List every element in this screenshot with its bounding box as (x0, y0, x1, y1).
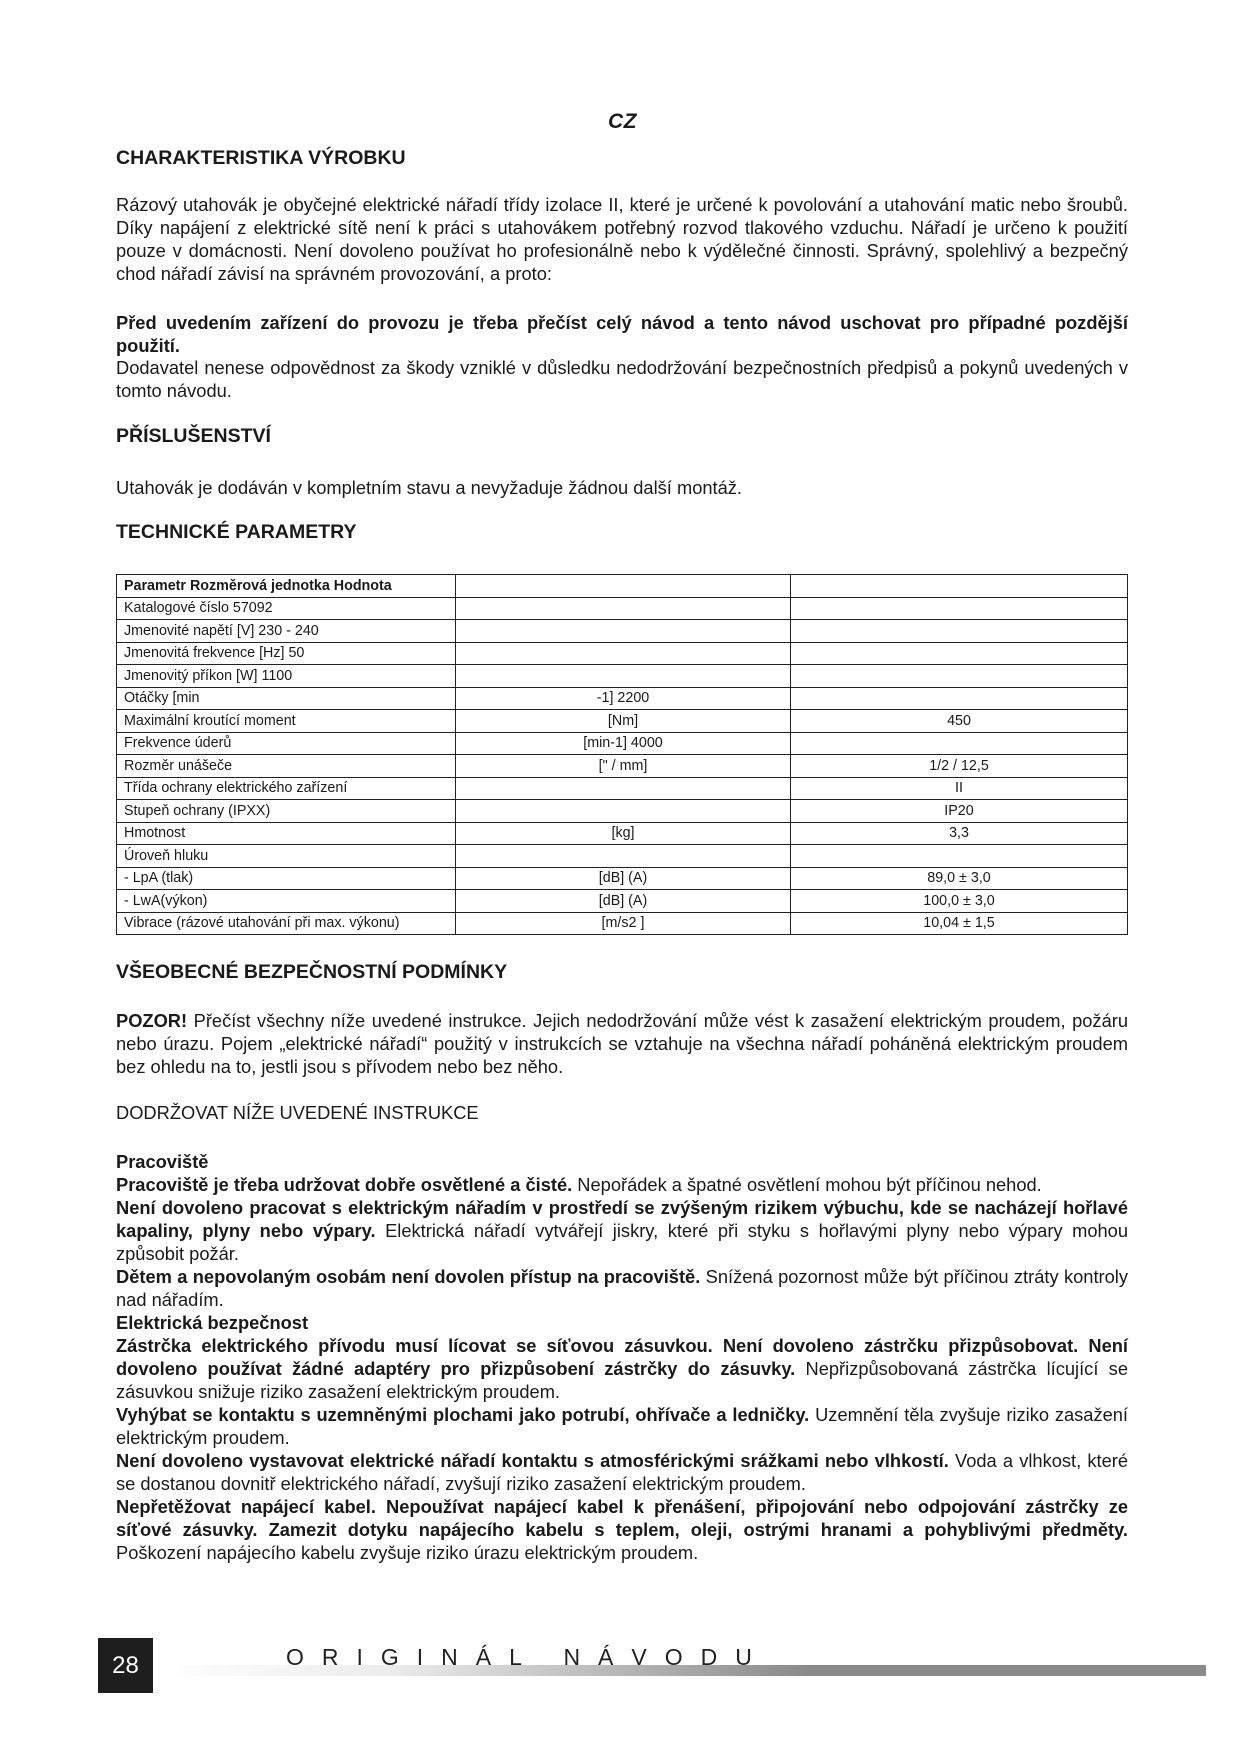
table-cell: 10,04 ± 1,5 (791, 912, 1128, 935)
table-row (117, 732, 1128, 755)
table-cell: [dB] (A) (456, 890, 791, 913)
section-title-accessories: PŘÍSLUŠENSTVÍ (116, 425, 271, 447)
section-title-technical: TECHNICKÉ PARAMETRY (116, 521, 357, 543)
electrical-rule-text: Uzemnění těla zvyšuje riziko zasažení elektrickým proudem. (116, 1404, 1128, 1448)
electrical-rule (116, 1495, 1128, 1564)
table-cell: IP20 (791, 800, 1128, 823)
table-cell (456, 597, 791, 620)
table-row (117, 777, 1128, 800)
workplace-title: Pracoviště (116, 1151, 209, 1172)
table-row (117, 710, 1128, 733)
table-cell (791, 597, 1128, 620)
table-cell (456, 620, 791, 643)
accessories-text-block (116, 476, 1128, 499)
table-row (117, 867, 1128, 890)
liability-paragraph: Dodavatel nenese odpovědnost za škody vzniklé v důsledku nedodržování bezpečnostních předpisů a pokynů uvedených v tomto návodu. (116, 357, 1128, 401)
warning-paragraph (116, 1009, 1128, 1078)
table-cell: [kg] (456, 822, 791, 845)
table-cell (456, 800, 791, 823)
workplace-rule-bold: Pracoviště je třeba udržovat dobře osvětlené a čisté. (116, 1174, 573, 1195)
table-cell: [Nm] (456, 710, 791, 733)
workplace-rule (116, 1265, 1128, 1311)
table-cell (456, 845, 791, 868)
electrical-rule (116, 1449, 1128, 1495)
electrical-rule-bold: Vyhýbat se kontaktu s uzemněnými plochami jako potrubí, ohřívače a ledničky. (116, 1404, 810, 1425)
table-cell: Otáčky [min (117, 687, 456, 710)
table-cell (791, 620, 1128, 643)
follow-instructions-block (116, 1101, 1128, 1124)
table-cell: Rozměr unášeče (117, 755, 456, 778)
table-row (117, 890, 1128, 913)
liability-block (116, 356, 1128, 402)
table-row (117, 912, 1128, 935)
warning-label: POZOR! (116, 1010, 188, 1031)
page-number: 28 (98, 1638, 153, 1693)
workplace-rule (116, 1196, 1128, 1265)
read-manual-bold: Před uvedením zařízení do provozu je třeba přečíst celý návod a tento návod uschovat pro případné pozdější použití. (116, 312, 1128, 356)
table-cell: - LpA (tlak) (117, 867, 456, 890)
table-row (117, 845, 1128, 868)
table-cell: 89,0 ± 3,0 (791, 867, 1128, 890)
product-characteristics (116, 146, 1128, 170)
workplace-rule-text: Elektrická nářadí vytvářejí jiskry, které při styku s hořlavými plyny nebo výpary mohou způsobit požár. (116, 1220, 1128, 1264)
characteristics-text-block (116, 193, 1128, 285)
table-cell: [min-1] 4000 (456, 732, 791, 755)
electrical-rule-text: Poškození napájecího kabelu zvyšuje riziko úrazu elektrickým proudem. (116, 1542, 699, 1563)
section-title-characteristics: CHARAKTERISTIKA VÝROBKU (116, 147, 406, 169)
table-row (117, 822, 1128, 845)
electrical-safety-block (116, 1311, 1128, 1564)
table-cell: [dB] (A) (456, 867, 791, 890)
electrical-rule (116, 1403, 1128, 1449)
table-header-row (117, 575, 1128, 598)
electrical-rule (116, 1334, 1128, 1403)
table-cell: [m/s2 ] (456, 912, 791, 935)
electrical-safety-title: Elektrická bezpečnost (116, 1312, 309, 1333)
electrical-rule-bold: Zástrčka elektrického přívodu musí lícovat se síťovou zásuvkou. Není dovoleno zástrčku přizpůsobovat. Není dovoleno používat žádné adaptéry pro přizpůsobení zástrčky do zásuvky. (116, 1335, 1128, 1379)
follow-instructions: DODRŽOVAT NÍŽE UVEDENÉ INSTRUKCE (116, 1102, 479, 1123)
workplace-rule (116, 1173, 1128, 1196)
read-manual-note (116, 311, 1128, 357)
table-cell: -1] 2200 (456, 687, 791, 710)
table-header-cell: Parametr Rozměrová jednotka Hodnota (117, 575, 456, 598)
table-row (117, 755, 1128, 778)
table-cell (791, 732, 1128, 755)
table-cell (456, 642, 791, 665)
electrical-rule-bold: Není dovoleno vystavovat elektrické nářadí kontaktu s atmosférickými srážkami nebo vlhkostí. (116, 1450, 949, 1471)
table-cell: [" / mm] (456, 755, 791, 778)
table-cell: 1/2 / 12,5 (791, 755, 1128, 778)
table-row (117, 800, 1128, 823)
workplace-rule-bold: Není dovoleno pracovat s elektrickým nářadím v prostředí se zvýšeným rizikem výbuchu, kde se nacházejí hořlavé kapaliny, plyny nebo výpary. (116, 1197, 1128, 1241)
table-cell: Katalogové číslo 57092 (117, 597, 456, 620)
table-cell: Třída ochrany elektrického zařízení (117, 777, 456, 800)
safety-section (116, 960, 1128, 984)
footer-title: ORIGINÁL NÁVODU (286, 1644, 770, 1670)
table-cell (791, 845, 1128, 868)
table-header-cell (456, 575, 791, 598)
language-code: CZ (608, 110, 637, 133)
table-cell: 3,3 (791, 822, 1128, 845)
table-cell: Jmenovité napětí [V] 230 - 240 (117, 620, 456, 643)
table-row (117, 665, 1128, 688)
table-row (117, 642, 1128, 665)
table-cell: Úroveň hluku (117, 845, 456, 868)
table-header-cell (791, 575, 1128, 598)
warning-block (116, 1009, 1128, 1078)
section-title-safety: VŠEOBECNÉ BEZPEČNOSTNÍ PODMÍNKY (116, 961, 508, 983)
table-cell (791, 665, 1128, 688)
workplace-rule-bold: Dětem a nepovolaným osobám není dovolen přístup na pracoviště. (116, 1266, 701, 1287)
table-row (117, 620, 1128, 643)
electrical-rule-text: Nepřizpůsobovaná zástrčka lícující se zásuvkou snižuje riziko zasažení elektrickým proudem. (116, 1358, 1128, 1402)
electrical-rule-text: Voda a vlhkost, které se dostanou dovnitř elektrického nářadí, zvyšují riziko zasažení elektrickým proudem. (116, 1450, 1129, 1494)
table-cell: 450 (791, 710, 1128, 733)
table-row (117, 597, 1128, 620)
technical-parameters-table (116, 574, 1128, 935)
table-cell: Stupeň ochrany (IPXX) (117, 800, 456, 823)
table-cell (791, 642, 1128, 665)
table-cell: Maximální kroutící moment (117, 710, 456, 733)
table-cell: - LwA(výkon) (117, 890, 456, 913)
table-cell: Jmenovitá frekvence [Hz] 50 (117, 642, 456, 665)
technical-parameters-section (116, 520, 1128, 544)
accessories-section (116, 424, 1128, 448)
table-cell: Vibrace (rázové utahování při max. výkonu) (117, 912, 456, 935)
table-cell: Jmenovitý příkon [W] 1100 (117, 665, 456, 688)
table-cell (456, 665, 791, 688)
technical-table-wrap (116, 574, 1128, 935)
workplace-rule-text: Snížená pozornost může být příčinou ztráty kontroly nad nářadím. (116, 1266, 1128, 1310)
table-cell: 100,0 ± 3,0 (791, 890, 1128, 913)
table-cell (456, 777, 791, 800)
electrical-rule-bold: Nepřetěžovat napájecí kabel. Nepoužívat napájecí kabel k přenášení, připojování nebo odpojování zástrčky ze síťové zásuvky. Zamezit dotyku napájecího kabelu s teplem, oleji, ostrými hranami a pohyblivými předměty. (116, 1496, 1128, 1540)
table-row (117, 687, 1128, 710)
workplace-block (116, 1150, 1128, 1311)
accessories-paragraph: Utahovák je dodáván v kompletním stavu a nevyžaduje žádnou další montáž. (116, 477, 742, 498)
workplace-rule-text: Nepořádek a špatné osvětlení mohou být příčinou nehod. (572, 1174, 1042, 1195)
table-cell (791, 687, 1128, 710)
table-cell: Hmotnost (117, 822, 456, 845)
table-cell: Frekvence úderů (117, 732, 456, 755)
characteristics-paragraph: Rázový utahovák je obyčejné elektrické nářadí třídy izolace II, které je určené k povolování a utahování matic nebo šroubů. Díky napájení z elektrické sítě není k práci s utahovákem potřebný rozvod tlakového vzduchu. Nářadí je určeno k použití pouze v domácnosti. Není dovoleno používat ho profesionálně nebo k výdělečné činnosti. Správný, spolehlivý a bezpečný chod nářadí závisí na správném provozování, a proto: (116, 194, 1128, 284)
warning-text: Přečíst všechny níže uvedené instrukce. Jejich nedodržování může vést k zasažení elektrickým proudem, požáru nebo úrazu. Pojem „elektrické nářadí“ použitý v instrukcích se vztahuje na všechna nářadí poháněná elektrickým proudem bez ohledu na to, jestli jsou s přívodem nebo bez něho. (116, 1010, 1128, 1077)
table-cell: II (791, 777, 1128, 800)
